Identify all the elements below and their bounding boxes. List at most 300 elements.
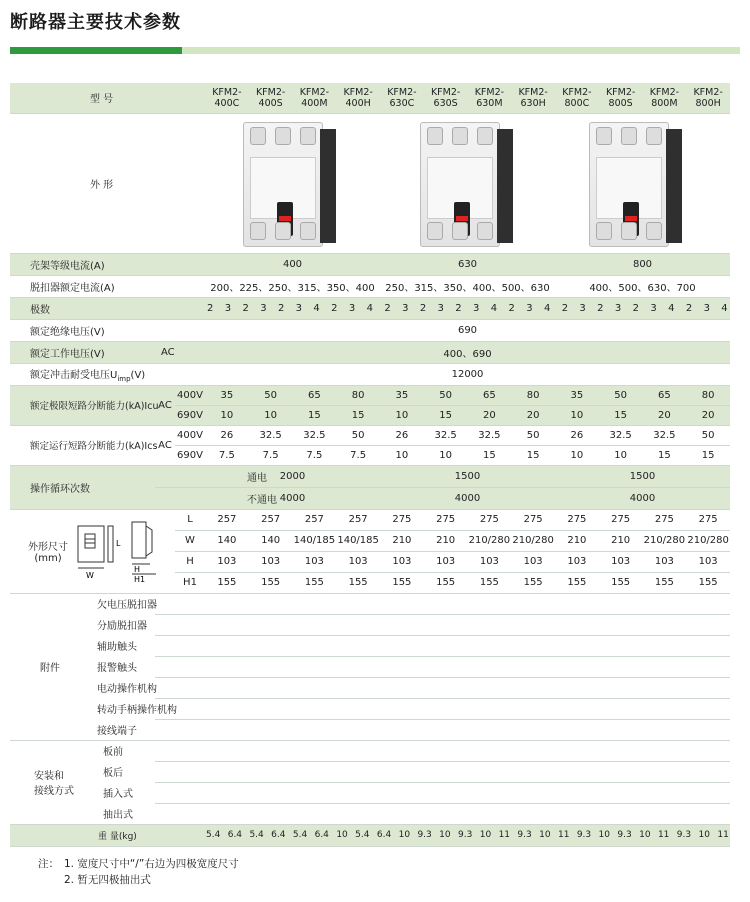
- check-mark: [205, 740, 249, 761]
- dims-value: 103: [468, 551, 512, 572]
- model-code: 630M: [476, 97, 503, 109]
- ics-value: 7.5: [336, 445, 380, 465]
- check-mark: [336, 698, 380, 719]
- model-name: [424, 83, 468, 113]
- model-series: KFM2-: [693, 86, 723, 98]
- model-series: KFM2-: [343, 86, 373, 98]
- trip-value: 250、315、350、400、500、630: [380, 275, 555, 297]
- weight-value: 11: [498, 830, 511, 840]
- icu-value: 10: [555, 405, 599, 425]
- icu-value: 20: [468, 405, 512, 425]
- ics-400v: 400V: [175, 425, 205, 445]
- check-mark: [336, 677, 380, 698]
- dims-label: [10, 509, 175, 593]
- check-mark: [555, 761, 599, 782]
- dims-value: 103: [686, 551, 730, 572]
- check-mark: [249, 614, 293, 635]
- ics-value: 7.5: [293, 445, 337, 465]
- notes-head: 注：: [38, 858, 59, 870]
- check-mark: [686, 761, 730, 782]
- weight-value: 6.4: [376, 830, 392, 840]
- breaker-image: [205, 113, 380, 253]
- check-mark: [249, 719, 293, 740]
- icu-value: 65: [468, 385, 512, 405]
- model-code: 400C: [214, 97, 240, 109]
- icu-value: 50: [599, 385, 643, 405]
- dims-value: 140: [205, 530, 249, 551]
- dims-key-H1: H1: [175, 572, 205, 593]
- check-mark: [424, 593, 468, 614]
- page-title: 断路器主要技术参数: [10, 12, 181, 33]
- icu-value: 65: [293, 385, 337, 405]
- check-mark: [555, 656, 599, 677]
- frame-row: [10, 253, 730, 275]
- ics-value: 15: [686, 445, 730, 465]
- acc-item: 报警触头: [97, 656, 147, 677]
- check-mark: [555, 677, 599, 698]
- cycles-off-value: 4000: [555, 487, 730, 509]
- dims-value: 155: [599, 572, 643, 593]
- check-mark: [205, 614, 249, 635]
- pole-count: 3: [437, 302, 444, 314]
- dims-value: 257: [293, 509, 337, 530]
- ics-value: 26: [205, 425, 249, 445]
- check-mark: [511, 698, 555, 719]
- cycles-on-value: 2000: [205, 465, 380, 487]
- icu-value: 15: [424, 405, 468, 425]
- check-mark: [643, 656, 687, 677]
- check-mark: [686, 656, 730, 677]
- weight-value: 10: [439, 830, 451, 840]
- ics-value: 32.5: [424, 425, 468, 445]
- check-mark: [468, 803, 512, 824]
- pole-count: 4: [721, 302, 728, 314]
- dims-value: 210/280: [643, 530, 687, 551]
- weight-values: [205, 824, 730, 846]
- icu-value: 35: [555, 385, 599, 405]
- check-mark: [468, 677, 512, 698]
- check-mark: [424, 719, 468, 740]
- check-mark: [468, 761, 512, 782]
- check-mark: [511, 635, 555, 656]
- check-mark: [686, 719, 730, 740]
- dims-title: 外形尺寸: [28, 542, 68, 553]
- dims-value: 140: [249, 530, 293, 551]
- cycles-on-value: 1500: [555, 465, 730, 487]
- check-mark: [380, 677, 424, 698]
- work-value: 400、690: [205, 341, 730, 363]
- icu-value: 15: [336, 405, 380, 425]
- trip-label: 脱扣器额定电流(A): [10, 275, 205, 297]
- appearance-row: [10, 113, 730, 253]
- dims-value: 155: [293, 572, 337, 593]
- check-mark: [380, 593, 424, 614]
- check-mark: [599, 593, 643, 614]
- check-mark: [424, 698, 468, 719]
- weight-value: 9.3: [676, 830, 692, 840]
- svg-text:W: W: [86, 571, 94, 580]
- dims-row-L: [10, 509, 730, 530]
- check-mark: [205, 782, 249, 803]
- check-mark: [380, 614, 424, 635]
- pole-count: 2: [277, 302, 285, 314]
- check-mark: [424, 740, 468, 761]
- pole-count: 2: [685, 302, 693, 314]
- ics-value: 10: [599, 445, 643, 465]
- weight-value: 9.3: [517, 830, 532, 840]
- pole-count: 2: [207, 302, 214, 314]
- model-name: [293, 83, 337, 113]
- spec-table: [10, 83, 730, 847]
- dims-key-L: L: [175, 509, 205, 530]
- pole-count: 4: [313, 302, 320, 314]
- icu-label: 额定极限短路分断能力(kA)Icu: [10, 385, 155, 425]
- dims-value: 210/280: [511, 530, 555, 551]
- ics-value: 26: [555, 425, 599, 445]
- dims-value: 155: [336, 572, 380, 593]
- icu-value: 20: [511, 405, 555, 425]
- dims-value: 210: [555, 530, 599, 551]
- model-series: KFM2-: [562, 86, 592, 98]
- model-name: [511, 83, 555, 113]
- check-mark: [643, 719, 687, 740]
- check-mark: [511, 614, 555, 635]
- mount-item: 板后: [97, 761, 147, 782]
- check-mark: [643, 614, 687, 635]
- weight-value: 6.4: [271, 830, 286, 840]
- icu-value: 80: [686, 385, 730, 405]
- pole-count: 2: [384, 302, 391, 314]
- check-mark: [336, 740, 380, 761]
- check-mark: [380, 803, 424, 824]
- poles-row: [10, 297, 730, 319]
- ics-value: 10: [380, 445, 424, 465]
- weight-value: 5.4: [206, 830, 221, 840]
- check-mark: [599, 803, 643, 824]
- check-mark: [293, 677, 337, 698]
- check-mark: [599, 719, 643, 740]
- check-mark: [293, 614, 337, 635]
- pole-count: 3: [703, 302, 710, 314]
- model-name: [686, 83, 730, 113]
- dims-value: 257: [336, 509, 380, 530]
- weight-value: 6.4: [314, 830, 329, 840]
- acc-row: [10, 656, 730, 677]
- pole-count: 3: [614, 302, 622, 314]
- check-mark: [555, 698, 599, 719]
- acc-item: 电动操作机构: [97, 677, 147, 698]
- check-mark: [599, 614, 643, 635]
- check-mark: [511, 656, 555, 677]
- check-mark: [511, 761, 555, 782]
- pole-count: 4: [543, 302, 551, 314]
- icu-value: 35: [205, 385, 249, 405]
- check-mark: [599, 740, 643, 761]
- dims-value: 103: [424, 551, 468, 572]
- check-mark: [380, 740, 424, 761]
- check-mark: [380, 698, 424, 719]
- check-mark: [249, 677, 293, 698]
- dims-value: 103: [555, 551, 599, 572]
- model-series: KFM2-: [430, 86, 461, 98]
- work-ac: AC: [155, 341, 205, 363]
- check-mark: [511, 740, 555, 761]
- dims-value: 103: [205, 551, 249, 572]
- check-mark: [555, 782, 599, 803]
- icu-value: 80: [511, 385, 555, 405]
- frame-value: 800: [555, 253, 730, 275]
- check-mark: [205, 677, 249, 698]
- cycles-off: 不通电: [155, 487, 205, 509]
- weight-value: 5.4: [292, 830, 308, 840]
- check-mark: [468, 740, 512, 761]
- model-code: 800H: [695, 97, 721, 109]
- check-mark: [205, 635, 249, 656]
- icu-value: 50: [249, 385, 293, 405]
- cycles-off-value: 4000: [380, 487, 555, 509]
- ins-label: 额定绝缘电压(V): [10, 319, 205, 341]
- check-mark: [686, 698, 730, 719]
- model-series: KFM2-: [474, 86, 505, 98]
- check-mark: [643, 698, 687, 719]
- check-mark: [643, 593, 687, 614]
- pole-count: 2: [331, 302, 338, 314]
- weight-value: 10: [639, 830, 651, 840]
- dims-value: 155: [424, 572, 468, 593]
- pole-count: 2: [419, 302, 427, 314]
- model-name: [643, 83, 687, 113]
- mount-row: [10, 761, 730, 782]
- check-mark: [424, 635, 468, 656]
- acc-item: 转动手柄操作机构: [97, 698, 147, 719]
- check-mark: [293, 740, 337, 761]
- model-row: [10, 83, 730, 113]
- icu-400v: 400V: [175, 385, 205, 405]
- check-mark: [293, 803, 337, 824]
- dims-key-H: H: [175, 551, 205, 572]
- dims-value: 275: [686, 509, 730, 530]
- weight-value: 5.4: [355, 830, 370, 840]
- check-mark: [468, 719, 512, 740]
- breaker-photo: [380, 114, 555, 252]
- weight-value: 9.3: [576, 830, 592, 840]
- weight-value: 10: [336, 830, 348, 840]
- pole-count: 2: [508, 302, 515, 314]
- ics-row-400: [10, 425, 730, 445]
- acc-row: [10, 698, 730, 719]
- pole-count: 3: [348, 302, 356, 314]
- model-series: KFM2-: [518, 86, 548, 98]
- acc-row: [10, 635, 730, 656]
- check-mark: [293, 719, 337, 740]
- model-series: KFM2-: [649, 86, 680, 98]
- ins-row: [10, 319, 730, 341]
- check-mark: [643, 761, 687, 782]
- check-mark: [336, 803, 380, 824]
- pole-count: 3: [402, 302, 409, 314]
- dims-unit: (mm): [34, 553, 62, 564]
- cycles-off-value: 4000: [205, 487, 380, 509]
- pole-count: 3: [473, 302, 480, 314]
- model-code: 800S: [608, 97, 633, 109]
- check-mark: [205, 719, 249, 740]
- model-code: 630C: [389, 97, 415, 109]
- dims-value: 275: [511, 509, 555, 530]
- acc-row: [10, 593, 730, 614]
- check-mark: [424, 761, 468, 782]
- note-1: 1. 宽度尺寸中“/”右边为四极宽度尺寸: [64, 858, 239, 870]
- check-mark: [599, 698, 643, 719]
- pole-count: 3: [295, 302, 303, 314]
- model-name: [336, 83, 380, 113]
- acc-row: [10, 677, 730, 698]
- acc-row: [10, 614, 730, 635]
- trip-value: 400、500、630、700: [555, 275, 730, 297]
- check-mark: [468, 782, 512, 803]
- icu-value: 10: [249, 405, 293, 425]
- check-mark: [468, 656, 512, 677]
- frame-value: 400: [205, 253, 380, 275]
- ics-value: 50: [686, 425, 730, 445]
- dims-value: 103: [293, 551, 337, 572]
- icu-value: 35: [380, 385, 424, 405]
- icu-value: 15: [293, 405, 337, 425]
- pole-count: 2: [632, 302, 639, 314]
- acc-item: 接线端子: [97, 719, 147, 740]
- ics-value: 50: [336, 425, 380, 445]
- icu-ac: AC: [155, 385, 175, 425]
- check-mark: [293, 782, 337, 803]
- pole-count: 3: [650, 302, 657, 314]
- model-series: KFM2-: [299, 86, 330, 98]
- dims-value: 155: [249, 572, 293, 593]
- ics-value: 32.5: [599, 425, 643, 445]
- ics-value: 7.5: [249, 445, 293, 465]
- dims-value: 103: [380, 551, 424, 572]
- check-mark: [511, 677, 555, 698]
- cycles-on-value: 1500: [380, 465, 555, 487]
- check-mark: [380, 656, 424, 677]
- notes: [38, 856, 239, 888]
- check-mark: [205, 593, 249, 614]
- check-mark: [424, 782, 468, 803]
- check-mark: [643, 782, 687, 803]
- pole-count: 2: [455, 302, 462, 314]
- check-mark: [249, 593, 293, 614]
- imp-sub: imp: [117, 374, 131, 383]
- check-mark: [249, 740, 293, 761]
- ics-value: 26: [380, 425, 424, 445]
- check-mark: [643, 740, 687, 761]
- check-mark: [555, 593, 599, 614]
- pole-count: 2: [561, 302, 569, 314]
- dims-value: 257: [205, 509, 249, 530]
- model-code: 630S: [433, 97, 458, 109]
- pole-count: 3: [579, 302, 586, 314]
- model-code: 400H: [345, 97, 371, 109]
- check-mark: [336, 593, 380, 614]
- mount-item: 板前: [97, 740, 147, 761]
- ics-value: 50: [511, 425, 555, 445]
- breaker-photo: [205, 114, 380, 252]
- check-mark: [380, 635, 424, 656]
- acc-item: 欠电压脱扣器: [97, 593, 147, 614]
- pole-count: 4: [490, 302, 498, 314]
- check-mark: [686, 677, 730, 698]
- check-mark: [555, 719, 599, 740]
- check-mark: [599, 782, 643, 803]
- check-mark: [380, 761, 424, 782]
- ics-value: 10: [424, 445, 468, 465]
- weight-value: 10: [479, 830, 492, 840]
- mount-row: [10, 803, 730, 824]
- model-series: KFM2-: [255, 86, 286, 98]
- dims-value: 140/185: [336, 530, 380, 551]
- title-underline-accent: [10, 47, 182, 54]
- check-mark: [336, 656, 380, 677]
- title-underline: [182, 47, 740, 54]
- dims-value: 210: [599, 530, 643, 551]
- check-mark: [293, 761, 337, 782]
- breaker-image: [555, 113, 730, 253]
- model-code: 400M: [301, 97, 328, 109]
- model-name: [205, 83, 249, 113]
- acc-item: 辅助触头: [97, 635, 147, 656]
- check-mark: [336, 614, 380, 635]
- frame-value: 630: [380, 253, 555, 275]
- ins-value: 690: [205, 319, 730, 341]
- check-mark: [686, 593, 730, 614]
- dims-value: 210: [380, 530, 424, 551]
- poles-label: 极数: [10, 297, 205, 319]
- check-mark: [468, 635, 512, 656]
- check-mark: [468, 614, 512, 635]
- pole-count: 3: [526, 302, 533, 314]
- ics-value: 32.5: [249, 425, 293, 445]
- dims-value: 103: [511, 551, 555, 572]
- check-mark: [424, 656, 468, 677]
- check-mark: [293, 635, 337, 656]
- dims-value: 103: [336, 551, 380, 572]
- check-mark: [643, 803, 687, 824]
- icu-value: 10: [380, 405, 424, 425]
- dims-value: 275: [380, 509, 424, 530]
- dims-value: 140/185: [293, 530, 337, 551]
- svg-text:L: L: [116, 539, 121, 548]
- breaker-image: [380, 113, 555, 253]
- check-mark: [205, 698, 249, 719]
- icu-value: 20: [643, 405, 687, 425]
- check-mark: [686, 803, 730, 824]
- check-mark: [599, 761, 643, 782]
- check-mark: [686, 614, 730, 635]
- dims-value: 155: [511, 572, 555, 593]
- model-name: [599, 83, 643, 113]
- model-series: KFM2-: [387, 86, 417, 98]
- work-label: 额定工作电压(V): [10, 341, 155, 363]
- check-mark: [686, 782, 730, 803]
- weight-label: 重 量(kg): [10, 824, 205, 846]
- acc-row: [10, 719, 730, 740]
- imp-unit: (V): [130, 369, 146, 381]
- model-label: 型 号: [10, 83, 205, 113]
- ics-value: 15: [511, 445, 555, 465]
- weight-value: 5.4: [249, 830, 264, 840]
- dims-value: 275: [555, 509, 599, 530]
- check-mark: [555, 635, 599, 656]
- trip-row: [10, 275, 730, 297]
- weight-row: [10, 824, 730, 846]
